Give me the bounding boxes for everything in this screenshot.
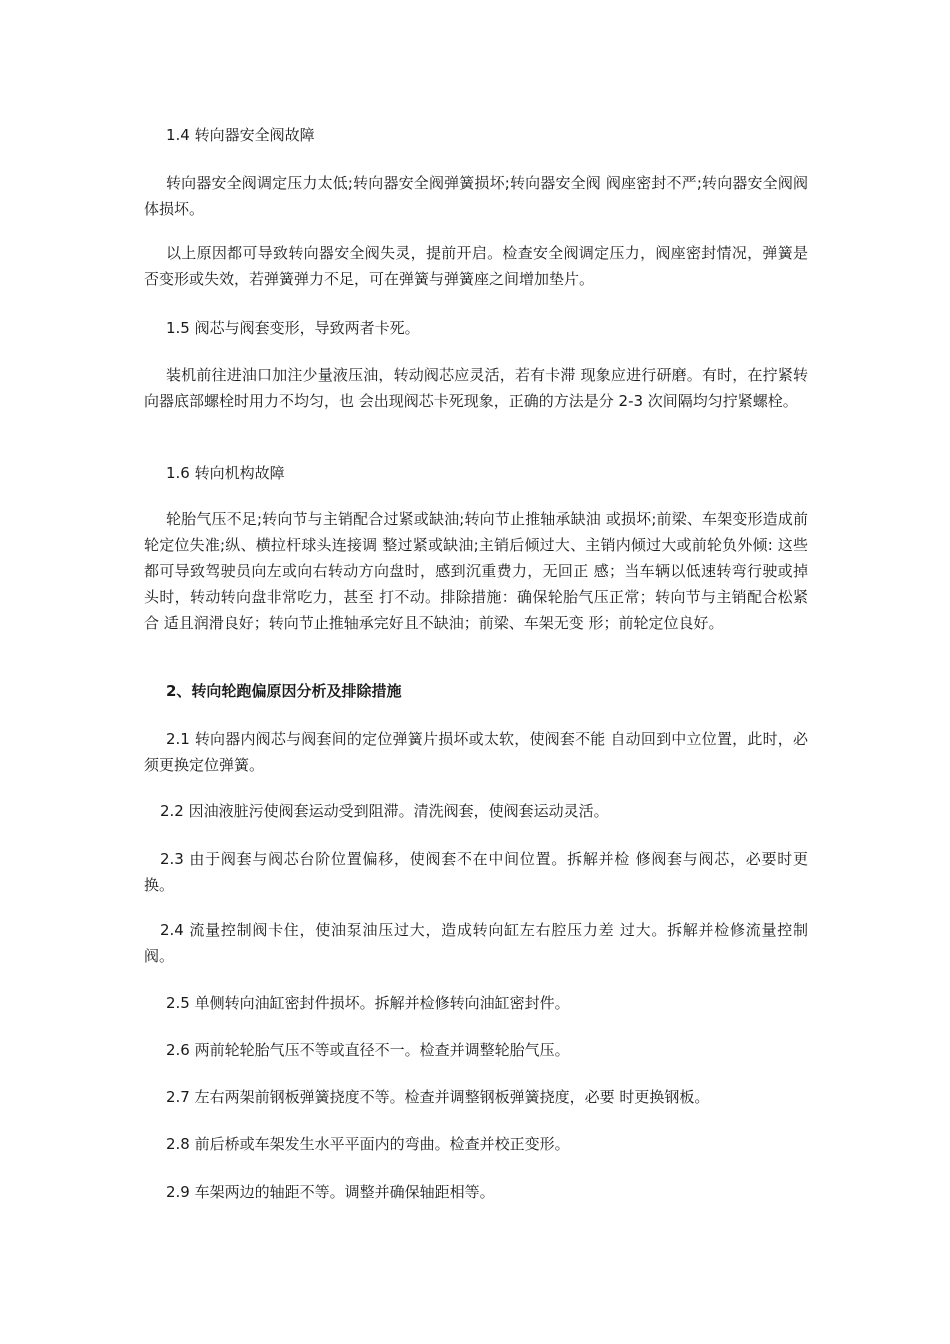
paragraph-2-4: 2.4 流量控制阀卡住，使油泵油压过大，造成转向缸左右腔压力差 过大。拆解并检修流量控制阀。	[144, 921, 808, 965]
section-heading-1-6: 1.6 转向机构故障	[166, 464, 285, 482]
paragraph-valve-core-fix: 装机前往进油口加注少量液压油，转动阀芯应灵活，若有卡滞 现象应进行研磨。有时，在拧紧转向器底部螺栓时用力不均匀，也 会出现阀芯卡死现象，正确的方法是分 2-3 次间隔均匀拧紧螺栓。	[144, 366, 808, 410]
paragraph-2-3: 2.3 由于阀套与阀芯台阶位置偏移，使阀套不在中间位置。拆解并检 修阀套与阀芯，必要时更换。	[144, 850, 808, 894]
paragraph-2-1: 2.1 转向器内阀芯与阀套间的定位弹簧片损坏或太软，使阀套不能 自动回到中立位置，此时，必须更换定位弹簧。	[144, 730, 808, 774]
paragraph-2-8: 2.8 前后桥或车架发生水平平面内的弯曲。检查并校正变形。	[166, 1135, 570, 1153]
paragraph-safety-valve-causes: 转向器安全阀调定压力太低;转向器安全阀弹簧损坏;转向器安全阀 阀座密封不严;转向器安全阀阀体损坏。	[144, 174, 808, 218]
paragraph-2-6: 2.6 两前轮轮胎气压不等或直径不一。检查并调整轮胎气压。	[166, 1041, 570, 1059]
section-heading-1-5: 1.5 阀芯与阀套变形，导致两者卡死。	[166, 319, 420, 337]
paragraph-steering-mechanism: 轮胎气压不足;转向节与主销配合过紧或缺油;转向节止推轴承缺油 或损坏;前梁、车架变形造成前轮定位失准;纵、横拉杆球头连接调 整过紧或缺油;主销后倾过大、主销内倾过大或前轮负外倾: 这些都可导致驾驶员向左或向右转动方向盘时，感到沉重费力，无回正 感；当车辆以低速转弯行驶或掉头时，转动转向盘非常吃力，甚至 打不动。排除措施：确保轮胎气压正常；转向节与主销配合松紧合 适且润滑良好；转向节止推轴承完好且不缺油；前梁、车架无变 形；前轮定位良好。	[144, 510, 808, 632]
paragraph-safety-valve-fix: 以上原因都可导致转向器安全阀失灵，提前开启。检查安全阀调定压力，阀座密封情况，弹簧是 否变形或失效，若弹簧弹力不足，可在弹簧与弹簧座之间增加垫片。	[144, 244, 808, 288]
paragraph-2-5: 2.5 单侧转向油缸密封件损坏。拆解并检修转向油缸密封件。	[166, 994, 570, 1012]
section-heading-2: 2、转向轮跑偏原因分析及排除措施	[166, 682, 402, 700]
paragraph-2-7: 2.7 左右两架前钢板弹簧挠度不等。检查并调整钢板弹簧挠度，必要 时更换钢板。	[166, 1088, 710, 1106]
paragraph-2-9: 2.9 车架两边的轴距不等。调整并确保轴距相等。	[166, 1183, 495, 1201]
section-heading-1-4: 1.4 转向器安全阀故障	[166, 126, 315, 144]
paragraph-2-2: 2.2 因油液脏污使阀套运动受到阻滞。清洗阀套，使阀套运动灵活。	[160, 802, 609, 820]
